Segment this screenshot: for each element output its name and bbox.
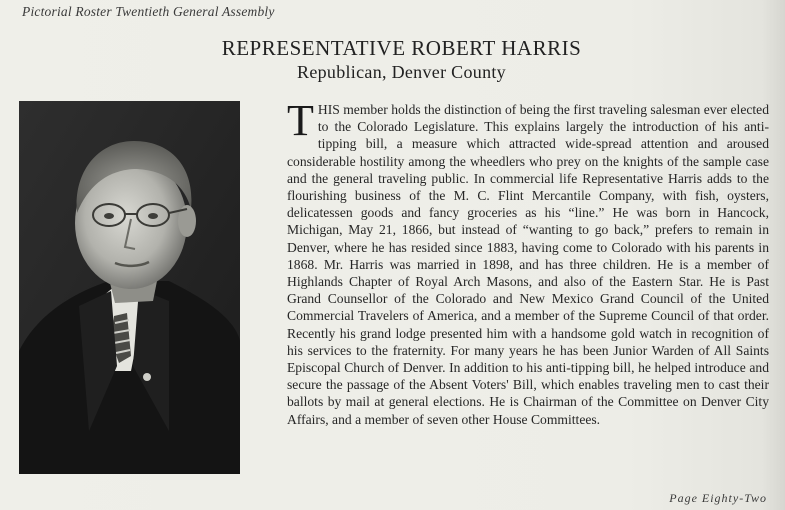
page-number: Page Eighty-Two: [669, 491, 767, 505]
running-header: Pictorial Roster Twentieth General Assembly: [22, 4, 275, 19]
biography-body: HIS member holds the distinction of being the first traveling salesman ever elected to the Colorado Legislature. This explains largely the introduction of his anti-tipping bill, a measure which attracted wide-spread attention and aroused considerable hostility among the wheedlers who prey on the knights of the sample case and the general traveling public. In commercial life Representative Harris adds to the flourishing business of the M. C. Flint Mercantile Company, with fish, oysters, delicatessen goods and fancy groceries as his “line.” He was born in Hancock, Michigan, May 21, 1866, but instead of “wanting to go back,” prefers to remain in Denver, where he has resided since 1883, having come to Colorado with his parents in 1868. Mr. Harris was married in 1898, and has three children. He is a member of Highlands Chapter of Royal Arch Masons, and also of the Eastern Star. He is Past Grand Counsellor of the Colorado and New Mexico Grand Council of the United Commercial Travelers of America, and a member of the Supreme Council of that order. Recently his grand lodge presented him with a handsome gold watch in recognition of his services to the fraternity. For many years he has been Junior Warden of All Saints Episcopal Church of Denver. In addition to his anti-tipping bill, he helped introduce and secure the passage of the Absent Voters' Bill, which enables traveling men to cast their ballots by mail at general elections. He is Chairman of the Committee on Denver City Affairs, and a member of seven other House Committees.: [287, 102, 769, 427]
biography-text: [287, 96, 769, 428]
article-title: REPRESENTATIVE ROBERT HARRIS: [221, 36, 582, 60]
drop-cap: T: [287, 96, 314, 145]
portrait-photo: [19, 101, 240, 474]
article-subtitle: Republican, Denver County: [297, 62, 506, 82]
